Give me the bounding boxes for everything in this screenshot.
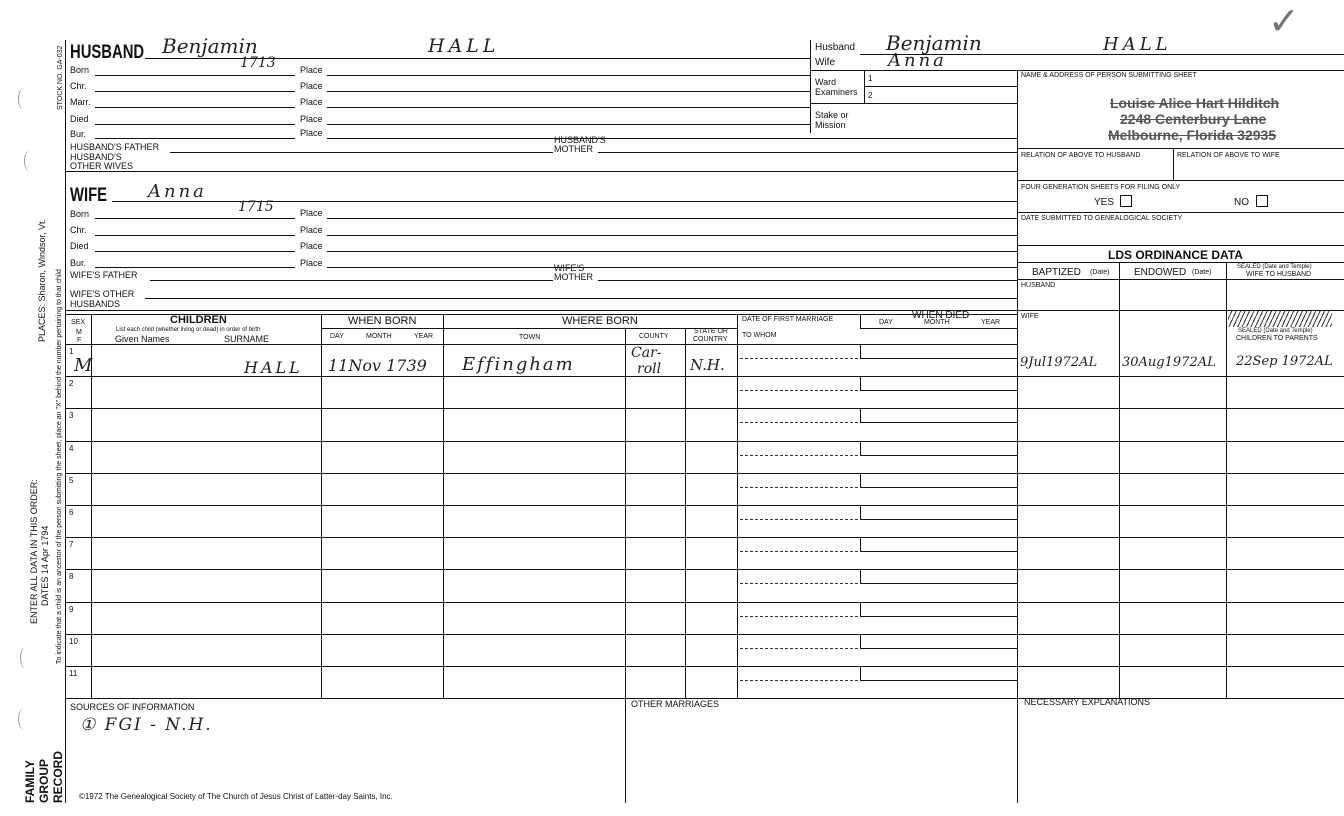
child-number: 10 — [69, 636, 78, 646]
header-husband-surname[interactable]: HALL — [1103, 34, 1172, 55]
sex-f-header: F — [77, 337, 82, 344]
wife-father-label: WIFE'S FATHER — [70, 270, 138, 280]
places-order: PLACES: Sharon, Windsor, Vt. — [37, 218, 47, 342]
husband-died-place-label: Place — [300, 114, 323, 124]
died-year-header: YEAR — [981, 319, 1001, 326]
when-died-subheader-line — [860, 328, 1017, 329]
husband-chr-place-label: Place — [300, 81, 323, 91]
header-husband-given[interactable]: Benjamin — [886, 31, 982, 55]
row-line — [65, 408, 1344, 409]
husband-born-year[interactable]: 1713 — [240, 55, 276, 71]
enter-all-data: ENTER ALL DATA IN THIS ORDER: — [29, 479, 39, 624]
husband-father-label: HUSBAND'S FATHER — [70, 142, 160, 152]
relation-bottom-line — [1017, 180, 1344, 181]
marriage-date-line — [740, 455, 858, 456]
marriage-date-line — [740, 648, 858, 649]
marriage-date-line — [740, 519, 858, 520]
wife-chr-place-label: Place — [300, 225, 323, 235]
husband-bur-label: Bur. — [70, 129, 87, 139]
row-line — [65, 634, 1344, 635]
wife-born-year[interactable]: 1715 — [238, 199, 274, 215]
husband-died-line — [95, 124, 295, 125]
wife-died-place-label: Place — [300, 241, 323, 251]
marriage-date-line — [740, 390, 858, 391]
child-number: 2 — [69, 379, 74, 389]
lds-title-line — [1017, 262, 1344, 263]
given-names-header: Given Names — [115, 334, 170, 344]
husband-other-wives-1: HUSBAND'S — [70, 152, 122, 162]
child-number: 7 — [69, 540, 74, 550]
child-1-born[interactable]: 11Nov 1739 — [328, 356, 427, 375]
child-number: 11 — [69, 669, 78, 678]
child-1-town[interactable]: Effingham — [462, 354, 575, 375]
when-died-cell[interactable] — [860, 570, 1017, 584]
child-number: 6 — [69, 508, 74, 517]
row-line — [65, 666, 1344, 667]
marriage-date-line — [740, 616, 858, 617]
born-year-header: YEAR — [414, 333, 434, 340]
husband-given-name[interactable]: Benjamin — [162, 34, 258, 58]
child-number: 5 — [69, 475, 74, 485]
sources-value[interactable]: ① FGI - N.H. — [80, 715, 213, 735]
wife-mother-label-1: WIFE'S — [554, 263, 585, 273]
necessary-explanations-label: NECESSARY EXPLANATIONS — [1024, 697, 1151, 707]
punch-hole — [24, 150, 36, 172]
submitter-city: Melbourne, Florida 32935 — [1108, 127, 1277, 143]
when-died-header: WHEN DIED — [912, 310, 970, 321]
submitter-street: 2248 Centerbury Lane — [1120, 111, 1267, 127]
where-born-header: WHERE BORN — [562, 315, 638, 327]
dates-order: DATES 14 Apr 1794 — [40, 525, 50, 606]
wife-born-place-label: Place — [300, 208, 323, 218]
state-header-2: COUNTRY — [693, 336, 728, 343]
sealed-children-label-2: CHILDREN TO PARENTS — [1236, 335, 1318, 342]
col-died-divider — [860, 314, 861, 328]
child-number: 3 — [69, 411, 74, 421]
header-wife-given[interactable]: Anna — [888, 50, 947, 71]
wife-born-place-line — [327, 218, 1017, 219]
stake-label: Stake or — [815, 110, 849, 120]
row-line — [65, 473, 1344, 474]
husband-bur-line — [95, 138, 295, 139]
when-died-cell[interactable] — [860, 377, 1017, 391]
died-day-header: DAY — [879, 319, 893, 326]
child-number: 4 — [69, 443, 74, 453]
ancestor-instructions: To indicate that a child is an ancestor of the person submitting the sheet, place an "X" behind the number pertaining to that child — [56, 269, 63, 664]
child-1-endowed[interactable]: 30Aug1972AL — [1122, 355, 1216, 370]
child-number: 8 — [69, 572, 74, 582]
lds-header-bottom — [1017, 279, 1344, 280]
sealed-children-label-1: SEALED (Date and Temple) — [1238, 328, 1313, 334]
header-husband-label: Husband — [815, 42, 856, 53]
lds-husband-label: HUSBAND — [1021, 282, 1056, 289]
sealed-wife-label-2: WIFE TO HUSBAND — [1246, 271, 1312, 278]
children-header: CHILDREN — [170, 314, 227, 326]
wife-given-name[interactable]: Anna — [148, 181, 207, 202]
wife-died-label: Died — [70, 241, 89, 251]
child-1-county-1[interactable]: Car- — [631, 345, 662, 361]
husband-surname[interactable]: HALL — [428, 35, 500, 57]
wife-bur-place-label: Place — [300, 258, 323, 268]
husband-died-place-line — [327, 124, 810, 125]
child-1-county-2[interactable]: roll — [637, 361, 662, 377]
when-died-cell[interactable] — [860, 345, 1017, 359]
endowed-label: ENDOWED — [1134, 267, 1187, 278]
when-died-cell[interactable] — [860, 538, 1017, 552]
wife-died-line — [95, 251, 295, 252]
punch-hole — [18, 88, 30, 110]
submitter-bottom-line — [1017, 148, 1344, 149]
when-died-cell[interactable] — [860, 667, 1017, 681]
group-label: GROUP — [37, 758, 51, 803]
wife-chr-line — [95, 235, 295, 236]
husband-born-place-line — [327, 75, 810, 76]
when-died-cell[interactable] — [860, 603, 1017, 617]
examiners-bottom-line — [810, 103, 1017, 104]
husband-marr-label: Marr. — [70, 97, 91, 107]
wife-bur-place-line — [327, 267, 1017, 268]
header-wife-line — [810, 70, 1344, 71]
four-gen-bottom-line — [1017, 212, 1344, 213]
wife-chr-place-line — [327, 235, 1017, 236]
marriage-date-line — [740, 680, 858, 681]
husband-chr-line — [95, 91, 295, 92]
examiner-1-number: 1 — [868, 74, 873, 83]
lds-col-divider-1 — [1119, 262, 1120, 698]
row-line — [65, 602, 1344, 603]
marriage-date-line — [740, 583, 858, 584]
submitter-label: NAME & ADDRESS OF PERSON SUBMITTING SHEET — [1021, 72, 1197, 79]
child-1-state[interactable]: N.H. — [690, 356, 725, 374]
date-submitted-bottom-line — [1017, 245, 1344, 246]
wife-father-line — [150, 280, 553, 281]
header-divider — [810, 40, 811, 133]
surname-header: SURNAME — [224, 334, 270, 344]
header-wife-label: Wife — [815, 57, 835, 68]
row-line — [65, 569, 1344, 570]
wife-bur-line — [95, 267, 295, 268]
marriage-date-line — [740, 358, 858, 359]
examiner-1-line — [864, 86, 1017, 87]
husband-chr-label: Chr. — [70, 81, 87, 91]
marriage-date-line — [740, 422, 858, 423]
when-died-cell[interactable] — [860, 442, 1017, 456]
county-header: COUNTY — [639, 333, 669, 340]
footer-divider-1 — [625, 698, 626, 803]
marriage-date-line — [740, 551, 858, 552]
first-marriage-header: DATE OF FIRST MARRIAGE — [742, 316, 834, 323]
to-whom-header: TO WHOM — [742, 332, 777, 339]
child-1-surname[interactable]: HALL — [244, 358, 303, 377]
when-where-subheader-line — [321, 328, 737, 329]
husband-born-place-label: Place — [300, 65, 323, 75]
when-died-cell[interactable] — [860, 635, 1017, 649]
sealed-wife-label-1: SEALED (Date and Temple) — [1237, 264, 1312, 270]
stock-number: STOCK NO. GA-032 — [57, 45, 64, 110]
town-header: TOWN — [519, 334, 541, 341]
husband-section-bottom — [65, 171, 1017, 172]
when-died-cell[interactable] — [860, 506, 1017, 520]
row-line — [65, 537, 1344, 538]
date-submitted-label: DATE SUBMITTED TO GENEALOGICAL SOCIETY — [1021, 215, 1183, 222]
row-line — [65, 441, 1344, 442]
yes-label: YES — [1094, 197, 1115, 208]
no-checkbox[interactable] — [1256, 195, 1268, 207]
baptized-label: BAPTIZED — [1032, 267, 1081, 278]
row-line — [65, 505, 1344, 506]
husband-father-line — [170, 152, 553, 153]
born-day-header: DAY — [330, 333, 344, 340]
hatched-box — [1228, 311, 1332, 327]
wife-chr-label: Chr. — [70, 225, 87, 235]
child-number: 9 — [69, 604, 74, 614]
wife-died-place-line — [327, 251, 1017, 252]
sex-m-header: M — [76, 329, 82, 336]
wife-mother-label-2: MOTHER — [554, 272, 593, 282]
ward-label: Ward — [815, 77, 837, 87]
relation-husband-label: RELATION OF ABOVE TO HUSBAND — [1021, 152, 1141, 159]
husband-marr-place-label: Place — [300, 97, 323, 107]
copyright: ©1972 The Genealogical Society of The Church of Jesus Christ of Latter-day Saints, Inc. — [79, 792, 393, 801]
relation-wife-label: RELATION OF ABOVE TO WIFE — [1177, 152, 1280, 159]
wife-mother-line — [598, 280, 1017, 281]
husband-mother-label-1: HUSBAND'S — [554, 135, 606, 145]
punch-hole — [20, 647, 32, 669]
wife-title: WIFE — [70, 185, 108, 206]
wife-other-husbands-2: HUSBANDS — [70, 299, 121, 309]
endowed-date-label: (Date) — [1192, 269, 1212, 276]
no-label: NO — [1234, 197, 1249, 208]
other-marriages-label: OTHER MARRIAGES — [631, 699, 720, 709]
submitter-name: Louise Alice Hart Hilditch — [1110, 95, 1280, 111]
lds-col-divider-2 — [1226, 262, 1227, 698]
born-month-header: MONTH — [366, 333, 392, 340]
when-died-cell[interactable] — [860, 474, 1017, 488]
husband-other-wives-2: OTHER WIVES — [70, 161, 134, 171]
checkmark-icon: ✓ — [1268, 0, 1300, 43]
examiner-2-number: 2 — [868, 91, 873, 100]
child-1-sex[interactable]: M — [74, 355, 93, 376]
state-header-1: STATE OR — [694, 328, 728, 335]
husband-born-label: Born — [70, 65, 90, 75]
husband-title: HUSBAND — [70, 42, 145, 63]
examiners-label: Examiners — [815, 87, 858, 97]
yes-checkbox[interactable] — [1120, 195, 1132, 207]
wife-born-line — [95, 218, 295, 219]
mission-label: Mission — [815, 120, 846, 130]
lds-title: LDS ORDINANCE DATA — [1108, 248, 1243, 262]
husband-mother-line — [598, 152, 1017, 153]
wife-other-husbands-1: WIFE'S OTHER — [70, 289, 135, 299]
husband-born-line — [95, 75, 295, 76]
child-1-sealed[interactable]: 22Sep 1972AL — [1236, 354, 1333, 369]
husband-mother-label-2: MOTHER — [554, 144, 593, 154]
when-died-cell[interactable] — [860, 409, 1017, 423]
four-gen-label: FOUR GENERATION SHEETS FOR FILING ONLY — [1021, 184, 1181, 191]
punch-hole — [18, 708, 30, 730]
sex-header: SEX — [71, 319, 86, 326]
husband-marr-line — [95, 107, 295, 108]
family-label: FAMILY — [23, 760, 37, 803]
baptized-date-label: (Date) — [1090, 269, 1110, 276]
child-1-baptized[interactable]: 9Jul1972AL — [1020, 355, 1098, 370]
husband-bur-place-line — [327, 138, 1017, 139]
died-month-header: MONTH — [924, 319, 950, 326]
husband-marr-place-line — [327, 107, 810, 108]
record-label: RECORD — [51, 750, 65, 803]
relation-divider — [1173, 148, 1174, 180]
wife-other-husbands-line — [145, 298, 1017, 299]
child-number: 1 — [69, 347, 74, 356]
husband-died-label: Died — [70, 114, 89, 124]
sources-label: SOURCES OF INFORMATION — [70, 702, 195, 712]
marriage-date-line — [740, 487, 858, 488]
husband-chr-place-line — [327, 91, 810, 92]
children-note: List each child (whether living or dead) in order of birth — [116, 327, 261, 333]
wife-section-bottom — [65, 310, 1017, 311]
wife-bur-label: Bur. — [70, 258, 87, 268]
lds-wife-label: WIFE — [1021, 313, 1039, 320]
when-born-header: WHEN BORN — [348, 315, 417, 327]
wife-born-label: Born — [70, 209, 90, 219]
husband-bur-place-label: Place — [300, 128, 323, 138]
